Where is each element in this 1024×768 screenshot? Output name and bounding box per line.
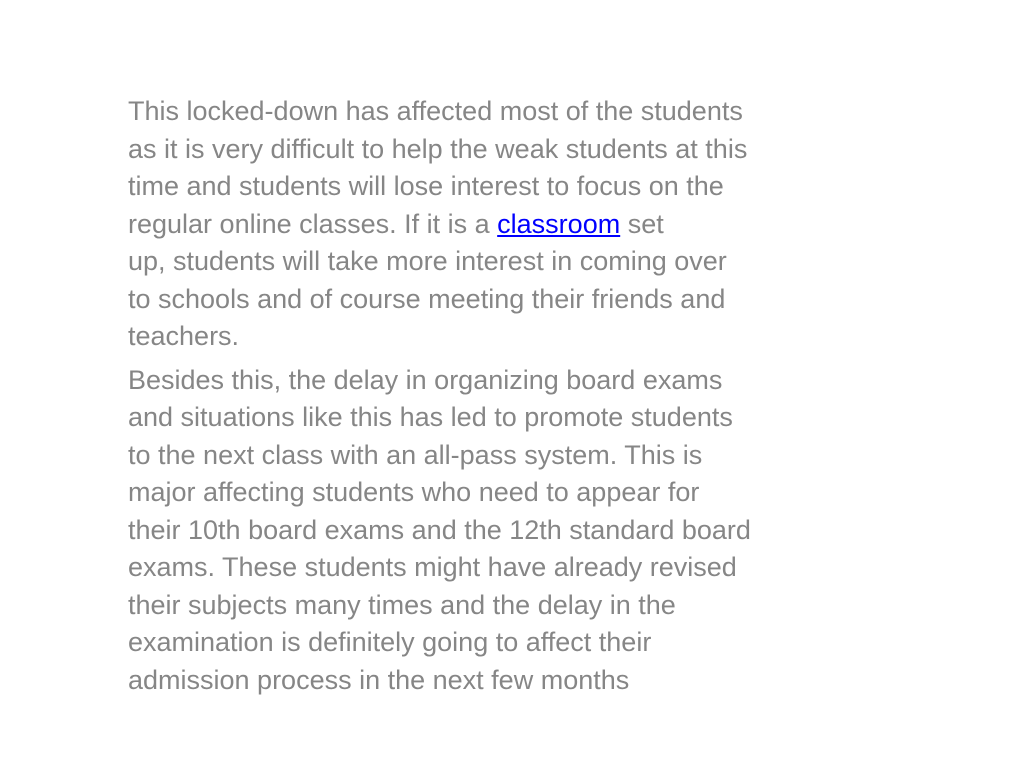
text-line: to schools and of course meeting their friends and [128,283,726,314]
text-line: to the next class with an all-pass system. This is [128,439,703,470]
text-line: This locked-down has affected most of the students [128,96,743,126]
text-line: examination is definitely going to affect their [128,627,652,657]
text-line: as it is very difficult to help the weak students at this [128,133,748,164]
text-line: their subjects many times and the delay in the [128,589,676,620]
text-line: time and students will lose interest to focus on the [128,171,724,201]
text-line-with-link [128,206,958,244]
text-line: and situations like this has led to promote students [128,402,733,432]
text-line: admission process in the next few months [128,664,630,695]
text-segment: regular online classes. If it is a [128,208,498,239]
classroom-link[interactable]: classroom [497,208,621,239]
text-line: up, students will take more interest in coming over [128,246,727,276]
text-segment: set [620,208,664,239]
text-line: exams. These students might have already revised [128,552,737,582]
text-line: their 10th board exams and the 12th standard board [128,514,751,545]
text-line: Besides this, the delay in organizing board exams [128,364,723,395]
paragraph-board-exams [128,362,958,700]
text-line: teachers. [128,321,240,351]
text-line: major affecting students who need to appear for [128,477,700,507]
paragraph-lockdown-impact [128,93,958,356]
slide-body-text [128,93,958,705]
